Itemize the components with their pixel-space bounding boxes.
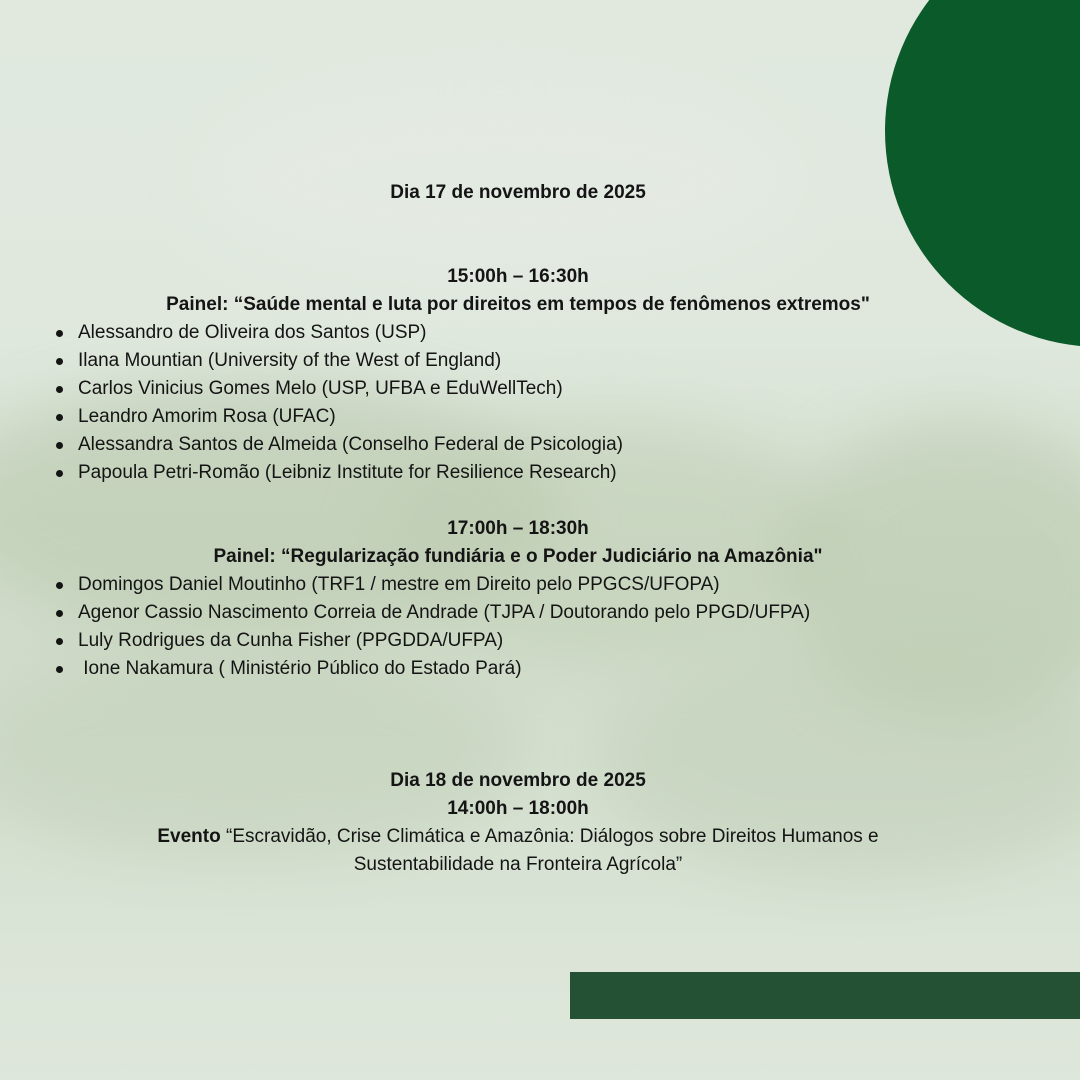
event-title-line1 <box>0 823 1036 851</box>
bullet-icon <box>56 470 63 477</box>
speaker-name: Ione Nakamura ( Ministério Público do Estado Pará) <box>78 658 522 679</box>
event-title-text: “Escravidão, Crise Climática e Amazônia: Diálogos sobre Direitos Humanos e <box>220 826 879 847</box>
bullet-icon <box>56 638 63 645</box>
bullet-icon <box>56 666 63 673</box>
day2-time: 14:00h – 18:00h <box>447 798 589 819</box>
bullet-icon <box>56 358 63 365</box>
list-item <box>78 571 720 599</box>
speaker-name: Leandro Amorim Rosa (UFAC) <box>78 406 336 427</box>
speaker-name: Agenor Cassio Nascimento Correia de Andrade (TJPA / Doutorando pelo PPGD/UFPA) <box>78 602 811 623</box>
bullet-icon <box>56 330 63 337</box>
panel2-time: 17:00h – 18:30h <box>447 518 589 539</box>
speaker-name: Luly Rodrigues da Cunha Fisher (PPGDDA/UFPA) <box>78 630 504 651</box>
list-item <box>78 627 503 655</box>
panel1-time: 15:00h – 16:30h <box>447 266 589 287</box>
speaker-name: Papoula Petri-Romão (Leibniz Institute for Resilience Research) <box>78 462 617 483</box>
panel2-title: Painel: “Regularização fundiária e o Poder Judiciário na Amazônia" <box>213 546 823 567</box>
bullet-icon <box>56 582 63 589</box>
panel1-title: Painel: “Saúde mental e luta por direitos em tempos de fenômenos extremos" <box>166 294 870 315</box>
list-item <box>78 375 563 403</box>
list-item <box>78 431 623 459</box>
speaker-name: Alessandra Santos de Almeida (Conselho Federal de Psicologia) <box>78 434 623 455</box>
list-item <box>78 599 810 627</box>
day2-date: Dia 18 de novembro de 2025 <box>390 770 646 791</box>
bullet-icon <box>56 610 63 617</box>
list-item <box>78 319 427 347</box>
list-item <box>78 403 336 431</box>
speaker-name: Alessandro de Oliveira dos Santos (USP) <box>78 322 427 343</box>
bullet-icon <box>56 442 63 449</box>
bullet-icon <box>56 386 63 393</box>
list-item <box>78 347 501 375</box>
speaker-name: Domingos Daniel Moutinho (TRF1 / mestre em Direito pelo PPGCS/UFOPA) <box>78 574 720 595</box>
list-item <box>78 655 522 683</box>
list-item <box>78 459 617 487</box>
event-title-line2: Sustentabilidade na Fronteira Agrícola” <box>353 854 683 875</box>
event-label: Evento <box>157 826 221 847</box>
bullet-icon <box>56 414 63 421</box>
speaker-name: Carlos Vinicius Gomes Melo (USP, UFBA e EduWellTech) <box>78 378 563 399</box>
day1-date: Dia 17 de novembro de 2025 <box>390 182 646 203</box>
speaker-name: Ilana Mountian (University of the West of England) <box>78 350 502 371</box>
